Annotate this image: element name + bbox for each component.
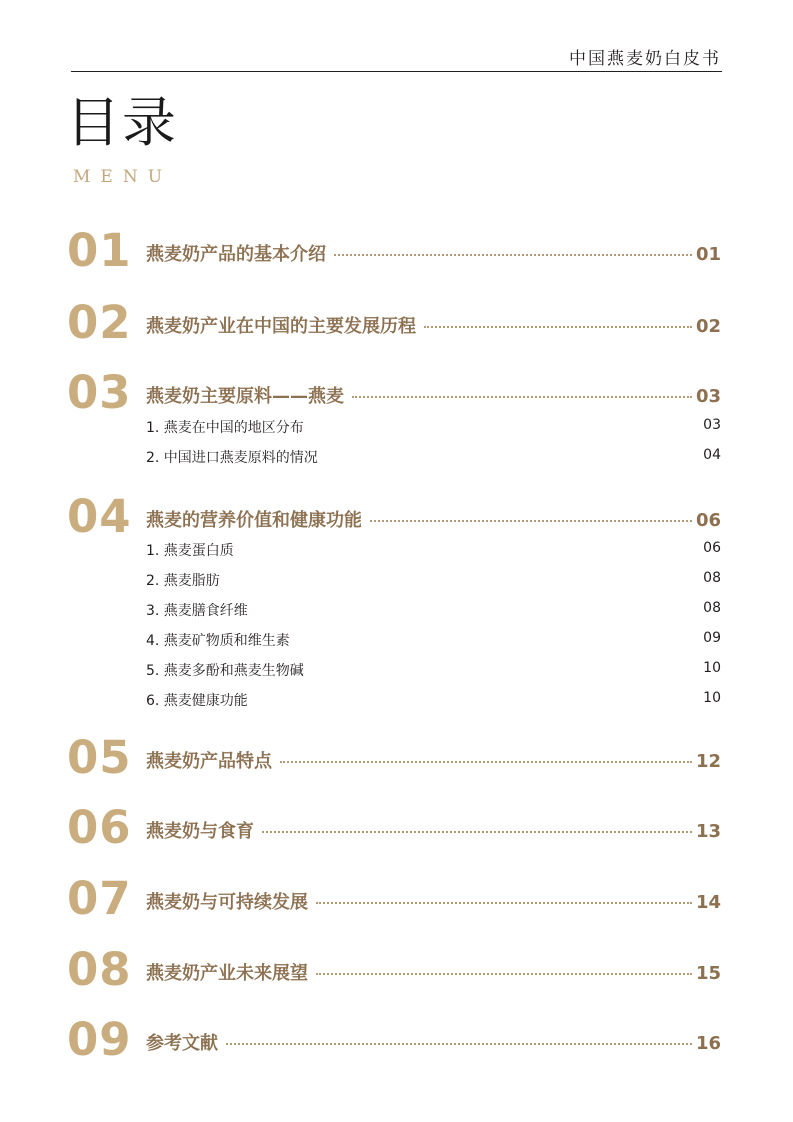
section-row: [146, 312, 721, 338]
section-page-number: 14: [695, 892, 721, 913]
toc-section[interactable]: [0, 945, 793, 995]
section-title: 燕麦奶与可持续发展: [146, 892, 308, 913]
subsection-title: 6. 燕麦健康功能: [146, 693, 248, 709]
section-row: [146, 240, 721, 266]
section-title: 燕麦奶主要原料——燕麦: [146, 386, 344, 407]
toc-subsection[interactable]: [146, 600, 721, 620]
section-title: 燕麦奶产业在中国的主要发展历程: [146, 316, 416, 337]
toc-section[interactable]: [0, 1015, 793, 1065]
dot-leader: [226, 1043, 692, 1045]
subsection-title: 3. 燕麦膳食纤维: [146, 603, 248, 619]
section-row: [146, 959, 721, 985]
section-row: [146, 382, 721, 408]
section-title: 燕麦奶产业未来展望: [146, 963, 308, 984]
section-row: [146, 1029, 721, 1055]
dot-leader: [352, 396, 692, 398]
subsection-page-number: 03: [703, 417, 721, 433]
subsection-title: 5. 燕麦多酚和燕麦生物碱: [146, 663, 304, 679]
section-number: 04: [67, 490, 132, 543]
document-title: 中国燕麦奶白皮书: [569, 49, 721, 69]
toc-subsection[interactable]: [146, 540, 721, 560]
dot-leader: [262, 831, 692, 833]
dot-leader: [424, 326, 692, 328]
toc-subtitle: MENU: [73, 167, 173, 187]
subsection-page-number: 10: [703, 690, 721, 706]
subsection-page-number: 08: [703, 600, 721, 616]
dot-leader: [316, 902, 692, 904]
subsection-title: 1. 燕麦蛋白质: [146, 543, 234, 559]
toc-section[interactable]: [0, 874, 793, 924]
toc-subsection[interactable]: [146, 630, 721, 650]
dot-leader: [280, 761, 692, 763]
section-page-number: 03: [695, 386, 721, 407]
subsection-title: 2. 燕麦脂肪: [146, 573, 220, 589]
toc-section[interactable]: [0, 298, 793, 348]
section-number: 09: [67, 1013, 132, 1066]
section-page-number: 01: [695, 244, 721, 265]
dot-leader: [334, 254, 692, 256]
toc-subsection[interactable]: [146, 447, 721, 467]
subsection-page-number: 04: [703, 447, 721, 463]
section-row: [146, 747, 721, 773]
section-number: 01: [67, 224, 132, 277]
subsection-title: 1. 燕麦在中国的地区分布: [146, 420, 304, 436]
section-page-number: 02: [695, 316, 721, 337]
subsection-page-number: 08: [703, 570, 721, 586]
section-row: [146, 506, 721, 532]
toc-subsection[interactable]: [146, 570, 721, 590]
section-number: 07: [67, 872, 132, 925]
subsection-title: 4. 燕麦矿物质和维生素: [146, 633, 290, 649]
toc-subsection[interactable]: [146, 690, 721, 710]
subsection-title: 2. 中国进口燕麦原料的情况: [146, 450, 318, 466]
section-title: 参考文献: [146, 1033, 218, 1054]
section-page-number: 13: [695, 821, 721, 842]
section-number: 06: [67, 801, 132, 854]
section-title: 燕麦的营养价值和健康功能: [146, 510, 362, 531]
section-title: 燕麦奶产品的基本介绍: [146, 244, 326, 265]
toc-section[interactable]: [0, 226, 793, 276]
toc-section[interactable]: [0, 733, 793, 783]
section-number: 02: [67, 296, 132, 349]
section-number: 03: [67, 366, 132, 419]
section-page-number: 16: [695, 1033, 721, 1054]
toc-section[interactable]: [0, 368, 793, 418]
subsection-page-number: 09: [703, 630, 721, 646]
toc-title: 目录: [66, 91, 178, 154]
section-page-number: 06: [695, 510, 721, 531]
section-number: 08: [67, 943, 132, 996]
toc-section[interactable]: [0, 492, 793, 542]
dot-leader: [370, 520, 692, 522]
section-page-number: 15: [695, 963, 721, 984]
toc-section[interactable]: [0, 803, 793, 853]
header-rule: [71, 71, 722, 72]
section-row: [146, 888, 721, 914]
toc-subsection[interactable]: [146, 660, 721, 680]
section-row: [146, 817, 721, 843]
section-title: 燕麦奶与食育: [146, 821, 254, 842]
toc-subsection[interactable]: [146, 417, 721, 437]
subsection-page-number: 06: [703, 540, 721, 556]
section-page-number: 12: [695, 751, 721, 772]
subsection-page-number: 10: [703, 660, 721, 676]
dot-leader: [316, 973, 692, 975]
section-title: 燕麦奶产品特点: [146, 751, 272, 772]
section-number: 05: [67, 731, 132, 784]
